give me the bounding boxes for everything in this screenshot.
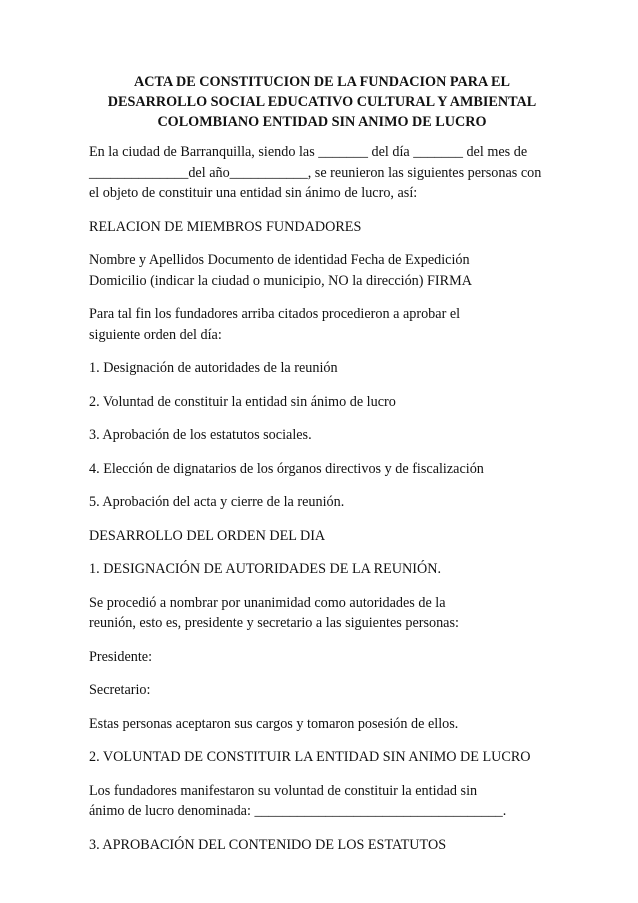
text-line: 3. Aprobación de los estatutos sociales. bbox=[89, 427, 312, 443]
text-line: 5. Aprobación del acta y cierre de la reunión. bbox=[89, 494, 345, 510]
section-heading-founders bbox=[89, 217, 555, 238]
secretary-line bbox=[89, 680, 555, 701]
text-line: 1. DESIGNACIÓN DE AUTORIDADES DE LA REUNIÓN. bbox=[89, 561, 442, 577]
text-line: Presidente: bbox=[89, 648, 153, 665]
text-line: Domicilio (indicar la ciudad o municipio, NO la dirección) FIRMA bbox=[89, 272, 472, 289]
president-line bbox=[89, 647, 555, 668]
text-line: reunión, esto es, presidente y secretario a las siguientes personas: bbox=[89, 615, 459, 631]
section-heading-designation bbox=[89, 559, 555, 580]
section-heading-statutes bbox=[89, 835, 555, 856]
section-heading-development bbox=[89, 526, 555, 547]
acceptance-paragraph bbox=[89, 714, 555, 735]
text-line: 1. Designación de autoridades de la reunión bbox=[89, 360, 338, 376]
intro-paragraph bbox=[89, 142, 555, 204]
title-line: ACTA DE CONSTITUCION DE LA FUNDACION PARA EL bbox=[134, 74, 510, 90]
title-line: DESARROLLO SOCIAL EDUCATIVO CULTURAL Y AMBIENTAL bbox=[107, 94, 537, 110]
agenda-item-3 bbox=[89, 425, 555, 446]
document-page bbox=[89, 72, 555, 868]
designation-paragraph bbox=[89, 593, 555, 634]
text-line: RELACION DE MIEMBROS FUNDADORES bbox=[89, 218, 362, 235]
document-title bbox=[89, 72, 555, 132]
text-line: Los fundadores manifestaron su voluntad de constituir la entidad sin bbox=[89, 782, 478, 799]
text-line: Estas personas aceptaron sus cargos y tomaron posesión de ellos. bbox=[89, 715, 459, 732]
text-line: ánimo de lucro denominada: ___________________________________. bbox=[89, 803, 507, 819]
text-line: 2. Voluntad de constituir la entidad sin ánimo de lucro bbox=[89, 393, 396, 410]
text-line: 3. APROBACIÓN DEL CONTENIDO DE LOS ESTATUTOS bbox=[89, 836, 447, 853]
text-line: el objeto de constituir una entidad sin ánimo de lucro, así: bbox=[89, 185, 418, 201]
agenda-item-1 bbox=[89, 358, 555, 379]
text-line: Secretario: bbox=[89, 682, 151, 698]
text-line: DESARROLLO DEL ORDEN DEL DIA bbox=[89, 527, 326, 544]
text-line: En la ciudad de Barranquilla, siendo las _______ del día _______ del mes de bbox=[89, 144, 528, 160]
section-heading-will bbox=[89, 747, 555, 768]
text-line: Para tal fin los fundadores arriba citados procedieron a aprobar el bbox=[89, 306, 461, 322]
text-line: ______________del año___________, se reunieron las siguientes personas con bbox=[89, 164, 542, 181]
founders-fields-paragraph bbox=[89, 250, 555, 291]
text-line: Nombre y Apellidos Documento de identidad Fecha de Expedición bbox=[89, 252, 470, 268]
text-line: Se procedió a nombrar por unanimidad como autoridades de la bbox=[89, 594, 446, 611]
text-line: 4. Elección de dignatarios de los órganos directivos y de fiscalización bbox=[89, 460, 484, 477]
agenda-intro-paragraph bbox=[89, 304, 555, 345]
agenda-item-4 bbox=[89, 459, 555, 480]
agenda-item-5 bbox=[89, 492, 555, 513]
agenda-item-2 bbox=[89, 392, 555, 413]
text-line: siguiente orden del día: bbox=[89, 326, 222, 343]
title-line: COLOMBIANO ENTIDAD SIN ANIMO DE LUCRO bbox=[157, 114, 487, 130]
will-paragraph bbox=[89, 781, 555, 822]
text-line: 2. VOLUNTAD DE CONSTITUIR LA ENTIDAD SIN ANIMO DE LUCRO bbox=[89, 749, 531, 765]
